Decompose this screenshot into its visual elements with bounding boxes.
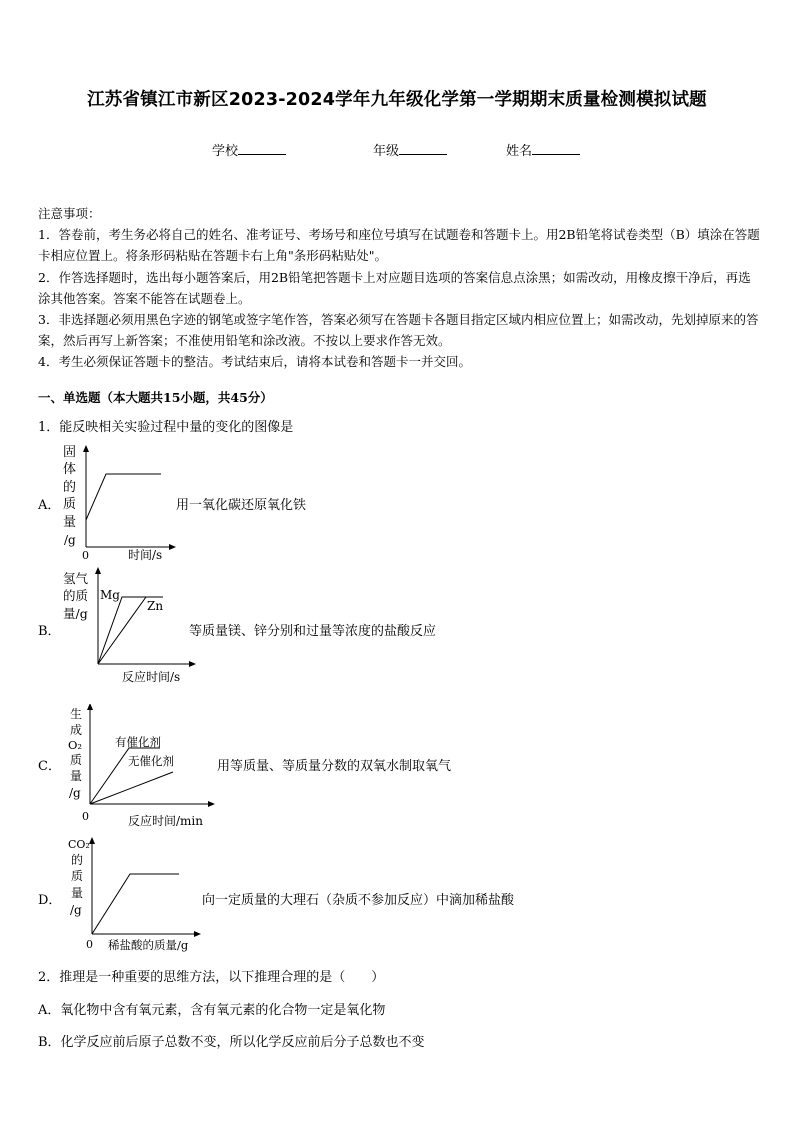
option-c-ylabel-3: O₂ bbox=[68, 738, 83, 752]
option-c-graph bbox=[60, 704, 220, 829]
name-field bbox=[506, 140, 580, 159]
option-c-ylabel-4: 质 bbox=[70, 753, 83, 767]
option-a-curve bbox=[86, 474, 161, 520]
option-c-ylabel-6: /g bbox=[69, 786, 81, 800]
option-c-series-no-catalyst: 无催化剂 bbox=[128, 754, 174, 768]
notes-block bbox=[38, 203, 760, 373]
note-item-2: 2．作答选择题时，选出每小题答案后，用2B铅笔把答题卡上对应题目选项的答案信息点涂黑；如需改动，用橡皮擦干净后，再选涂其他答案。答案不能答在试题卷上。 bbox=[38, 269, 751, 306]
option-b-description: 等质量镁、锌分别和过量等浓度的盐酸反应 bbox=[189, 624, 437, 639]
option-c-no-catalyst-curve bbox=[90, 772, 173, 804]
section-heading: 一、单选题（本大题共15小题，共45分） bbox=[38, 390, 273, 405]
option-b-xlabel: 反应时间/s bbox=[122, 670, 181, 684]
option-a-ylabel-4: 质 bbox=[63, 497, 77, 512]
option-b-letter: B． bbox=[38, 624, 61, 639]
name-blank bbox=[532, 142, 580, 155]
grade-field bbox=[373, 140, 447, 159]
question-2-option-b: B．化学反应前后原子总数不变，所以化学反应前后分子总数也不变 bbox=[38, 1035, 425, 1050]
option-d-ylabel-4: 量 bbox=[71, 886, 84, 900]
option-d-curve bbox=[92, 874, 179, 934]
option-b-graph bbox=[55, 566, 200, 691]
option-d-ylabel-5: /g bbox=[70, 903, 82, 917]
option-b-ylabel-2: 的质 bbox=[63, 588, 89, 603]
option-d-graph bbox=[62, 836, 207, 956]
option-d-ylabel-1: CO₂ bbox=[68, 838, 90, 851]
note-item-1: 1．答卷前，考生务必将自己的姓名、准考证号、考场号和座位号填写在试题卷和答题卡上。用2B铅笔将试卷类型（B）填涂在答题卡相应位置上。将条形码粘贴在答题卡右上角"条形码粘贴处"。 bbox=[38, 227, 760, 264]
option-b-series-zn: Zn bbox=[147, 599, 164, 613]
name-label: 姓名 bbox=[506, 144, 533, 159]
option-d-description: 向一定质量的大理石（杂质不参加反应）中滴加稀盐酸 bbox=[202, 893, 515, 908]
option-a-xlabel: 时间/s bbox=[128, 548, 163, 562]
option-b-ylabel-1: 氢气 bbox=[63, 571, 89, 586]
grade-label: 年级 bbox=[373, 144, 400, 159]
option-d-letter: D． bbox=[38, 893, 62, 908]
option-b-ylabel-3: 量/g bbox=[63, 606, 88, 621]
option-a-ylabel-5: 量 bbox=[63, 515, 77, 530]
option-a-ylabel-3: 的 bbox=[63, 480, 77, 495]
option-c-description: 用等质量、等质量分数的双氧水制取氧气 bbox=[217, 759, 452, 774]
option-a-description: 用一氧化碳还原氧化铁 bbox=[176, 498, 307, 513]
option-d-ylabel-3: 质 bbox=[71, 869, 84, 883]
school-blank bbox=[238, 142, 286, 155]
option-d-xlabel: 稀盐酸的质量/g bbox=[108, 938, 189, 952]
grade-blank bbox=[399, 142, 447, 155]
option-c-xlabel: 反应时间/min bbox=[128, 814, 203, 828]
option-a-ylabel-6: /g bbox=[64, 533, 76, 547]
option-c-origin: 0 bbox=[82, 810, 89, 823]
question-1-stem: 1．能反映相关实验过程中量的变化的图像是 bbox=[38, 420, 294, 435]
note-item-3: 3．非选择题必须用黑色字迹的钢笔或签字笔作答，答案必须写在答题卡各题目指定区域内相应位置上；如需改动，先划掉原来的答案，然后再写上新答案；不准使用铅笔和涂改液。不按以上要求作答无效。 bbox=[38, 312, 759, 349]
option-b-series-mg: Mg bbox=[100, 588, 120, 602]
option-c-series-catalyst: 有催化剂 bbox=[115, 735, 161, 749]
option-a-ylabel-1: 固 bbox=[63, 445, 77, 460]
option-c-ylabel-1: 生 bbox=[70, 707, 83, 721]
option-c-ylabel-2: 成 bbox=[70, 723, 83, 737]
notes-heading: 注意事项： bbox=[38, 206, 101, 221]
option-d-origin: 0 bbox=[86, 938, 93, 951]
option-a-letter: A． bbox=[38, 498, 61, 513]
question-2-stem: 2．推理是一种重要的思维方法，以下推理合理的是（ ） bbox=[38, 970, 385, 985]
option-a-ylabel-2: 体 bbox=[63, 462, 77, 477]
page-title: 江苏省镇江市新区2023-2024学年九年级化学第一学期期末质量检测模拟试题 bbox=[87, 90, 707, 110]
school-field bbox=[212, 140, 286, 159]
option-d-ylabel-2: 的 bbox=[71, 853, 84, 867]
option-a-origin: 0 bbox=[82, 549, 89, 562]
option-c-ylabel-5: 量 bbox=[70, 769, 83, 783]
option-c-letter: C． bbox=[38, 759, 61, 774]
school-label: 学校 bbox=[212, 144, 239, 159]
note-item-4: 4．考生必须保证答题卡的整洁。考试结束后，请将本试卷和答题卡一并交回。 bbox=[38, 354, 471, 370]
question-2-option-a: A．氧化物中含有氧元素，含有氧元素的化合物一定是氧化物 bbox=[38, 1003, 386, 1018]
option-a-graph bbox=[55, 440, 185, 565]
